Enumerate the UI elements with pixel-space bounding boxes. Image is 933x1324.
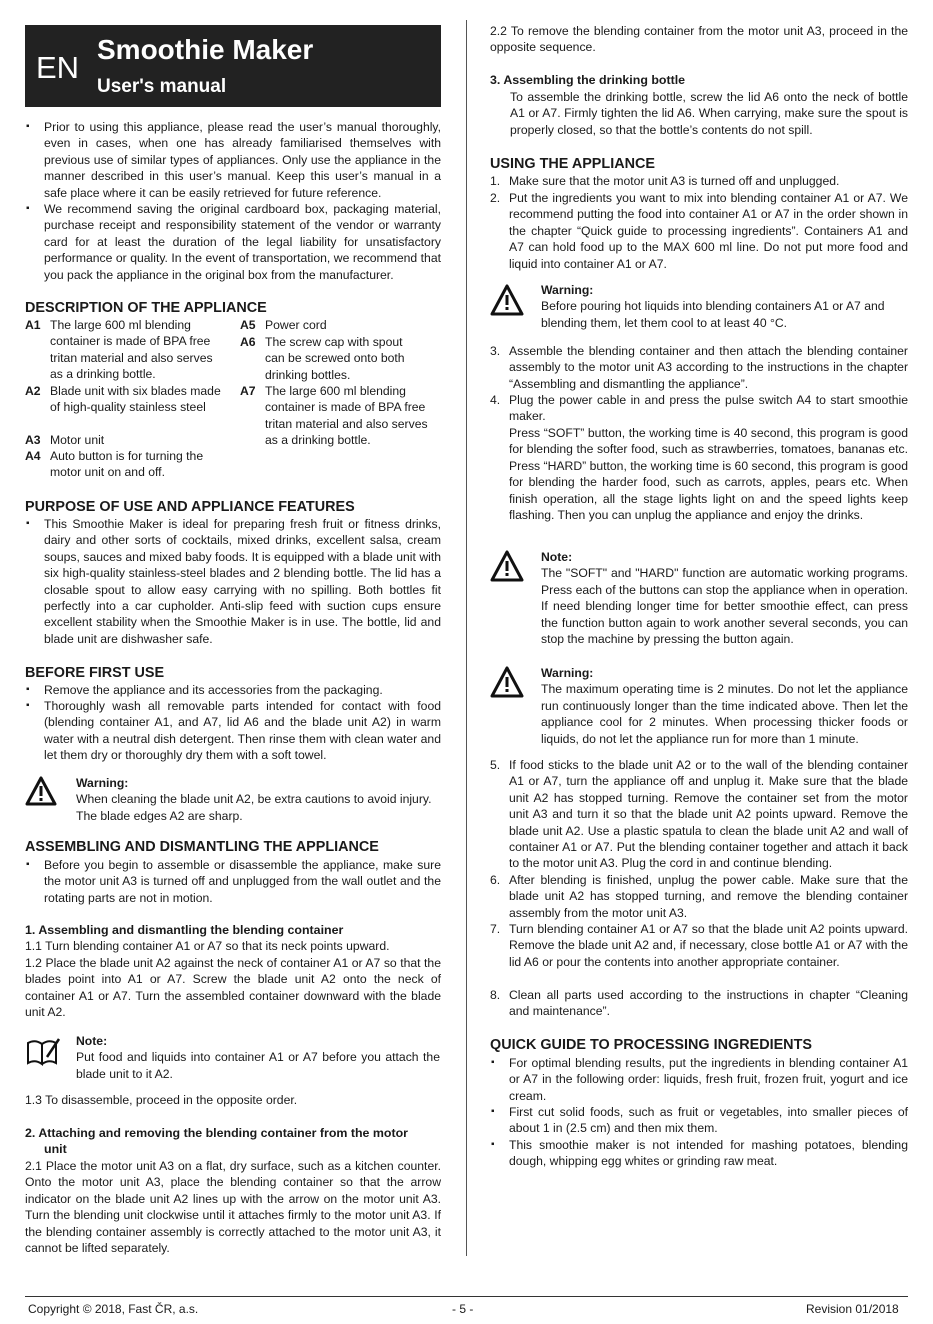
footer-page-number: - 5 -: [452, 1302, 474, 1316]
step-text: Make sure that the motor unit A3 is turned off and unplugged.: [509, 174, 840, 188]
note-block: [541, 549, 908, 647]
warning-text: Before pouring hot liquids into blending containers A1 or A7 and blending them, let them cool to at least 40 °C.: [541, 299, 885, 330]
item-text: Auto button is for turning the motor unit on and off.: [50, 449, 204, 480]
subsection-text: To assemble the drinking bottle, screw the lid A6 onto the neck of bottle A1 or A7. Firmly tighten the lid A6. When carrying, make sure the spout is properly closed, so that the bottle’s contents do not spill.: [510, 90, 908, 137]
language-code: EN: [36, 50, 80, 85]
using-step-4-detail: Press “SOFT” button, the working time is 40 second, this program is good for blending the softer food, such as strawberries, tomatoes, bananas etc. Press “HARD” button, the working time is 60 second, this program is good for blending the harder food, such as carrots, apples, pears etc. When finish operation, all the stage lights light on and the speed lights keep flashing. Then you can unplug the appliance and enjoy the drinks.: [509, 426, 908, 523]
item-key: A6: [240, 335, 256, 349]
assembling-heading: ASSEMBLING AND DISMANTLING THE APPLIANCE: [25, 839, 379, 855]
step-text: Plug the power cable in and press the pulse switch A4 to start smoothie maker.: [509, 393, 908, 424]
item-text: The large 600 ml blending container is made of BPA free tritan material and also serves as a drinking bottle.: [265, 384, 428, 448]
page-title: Smoothie Maker: [97, 34, 314, 65]
item-text: The screw cap with spout can be screwed onto both drinking bottles.: [265, 335, 405, 382]
heading-line: 2. Attaching and removing the blending container from the motor: [25, 1126, 408, 1140]
warning-title: Warning:: [541, 283, 594, 297]
intro-bullet: ▪ We recommend saving the original cardboard box, packaging material, purchase receipt and responsibility statement of the vendor or warranty card for at least the duration of the legal liability for unsatisfactory performance or quality. In the event of transportation, we recommend that you pack the appliance in the original box from the manufacturer.: [25, 201, 441, 283]
quick-guide-bullet: ▪ First cut solid foods, such as fruit or vegetables, into smaller pieces of about 1 in (2.5 cm) and then mix them.: [490, 1104, 908, 1137]
warning-title: Warning:: [541, 666, 594, 680]
column-divider: [466, 20, 467, 1256]
item-key: A5: [240, 318, 256, 332]
subsection-heading: 1. Assembling and dismantling the blending container: [25, 923, 344, 937]
using-step: 6. After blending is finished, unplug the power cable. Make sure that the blade unit A2 has stopped turning, and remove the blending container assembly from the motor unit A3.: [490, 873, 908, 920]
item-key: A2: [25, 384, 41, 398]
footer-revision: Revision 01/2018: [806, 1302, 899, 1316]
item-text: Motor unit: [50, 433, 105, 447]
assembling-bullet: ▪ Before you begin to assemble or disassemble the appliance, make sure the motor unit A3 is turned off and unplugged from the wall outlet and the rotating parts are not in motion.: [25, 857, 441, 906]
purpose-heading: PURPOSE OF USE AND APPLIANCE FEATURES: [25, 499, 355, 515]
page-subtitle: User's manual: [97, 76, 227, 97]
description-heading: DESCRIPTION OF THE APPLIANCE: [25, 300, 267, 316]
item-text: Power cord: [265, 318, 327, 332]
step-text: Clean all parts used according to the instructions in chapter “Cleaning and maintenance”.: [509, 988, 908, 1019]
heading-line: unit: [44, 1142, 67, 1156]
item-text: The large 600 ml blending container is made of BPA free tritan material and also serves as a drinking bottle.: [50, 318, 213, 382]
note-text: The "SOFT" and "HARD" function are automatic working programs. Press each of the buttons can stop the appliance when in operation. If need blending longer time for better smoothie effect, can press the function button again to work another several seconds, you can stop the machine by pressing the button again.: [541, 566, 908, 647]
step-text: After blending is finished, unplug the power cable. Make sure that the blade unit A2 has stopped turning, and remove the blending container assembly from the motor unit A3.: [509, 873, 908, 920]
before-bullet: ▪ Remove the appliance and its accessories from the packaging.: [25, 682, 441, 698]
using-step: 8. Clean all parts used according to the instructions in chapter “Cleaning and maintenance”.: [490, 988, 908, 1019]
item-key: A1: [25, 318, 41, 332]
warning-text: The maximum operating time is 2 minutes. Do not let the appliance run continuously longer than the time indicated above. Then let the appliance cool for 2 minutes. When processing thicker foods or liquids, do not let the appliance run for more than 1 minute.: [541, 682, 908, 746]
subsection-heading: 3. Assembling the drinking bottle: [490, 73, 686, 87]
quick-guide-bullet: ▪ For optimal blending results, put the ingredients in blending container A1 or A7 in the following order: liquids, fresh fruit, frozen fruit, yogurt and ice cream.: [490, 1055, 908, 1104]
warning-triangle-icon: [490, 666, 524, 698]
warning-title: Warning:: [76, 776, 129, 790]
using-step: 7. Turn blending container A1 or A7 so that the blade unit A2 points upward. Remove the blade unit A2 and, if necessary, close bottle A1 or A7 with the lid A6 or pour the contents into another appropriate container.: [490, 922, 908, 969]
step-1-2: 1.2 Place the blade unit A2 against the neck of container A1 or A7 so that the blades point into A1 or A7. Screw the blade unit A2 onto the neck of container A1 or A7. Turn the assembled container downward with the blade unit A2.: [25, 956, 441, 1020]
item-key: A3: [25, 433, 41, 447]
step-text: If food sticks to the blade unit A2 or to the wall of the blending container A1 or A7, turn the appliance off and unplug it. Make sure that the blade unit A2 has stopped turning. Remove the container set from the motor unit A3 and turn it so that the blade unit A2 points upward. Remove the blade unit A2. Use a plastic spatula to clean the blade unit A2 and wall of container A1 or A7. Put the blending container together and attach it back to the motor unit A3. Plug the cord in and continue blending.: [509, 758, 908, 871]
warning-block: [541, 665, 908, 747]
intro-bullet: ▪ Prior to using this appliance, please read the user’s manual thoroughly, even in cases, when one has already familiarised themselves with previous use of similar types of appliances. Only use the appliance in the manner described in this user’s manual. Keep this user’s manual in a safe place where it can be easily retrieved for future reference.: [25, 119, 441, 201]
step-2-2: 2.2 To remove the blending container from the motor unit A3, proceed in the opposite sequence.: [490, 24, 908, 55]
item-text: Blade unit with six blades made of high-quality stainless steel: [50, 384, 221, 415]
title-banner: [25, 25, 441, 107]
before-bullet: ▪ Thoroughly wash all removable parts intended for contact with food (blending container A1, and A7, lid A6 and the blade unit A2) in warm water with a neutral dish detergent. Then rinse them with clean water and let them dry or thoroughly dry them with a soft towel.: [25, 698, 441, 764]
warning-triangle-icon: [490, 284, 524, 316]
quick-guide-heading: QUICK GUIDE TO PROCESSING INGREDIENTS: [490, 1037, 812, 1053]
step-text: Put the ingredients you want to mix into blending container A1 or A7. We recommend putting the food into container A1 or A7 in the order shown in the chapter “Quick guide to processing ingredients”. Containers A1 and A7 can hold food up to the MAX 600 ml line. Do not put more food and liquid into container A1 or A7.: [509, 191, 908, 271]
using-step: 4. Plug the power cable in and press the pulse switch A4 to start smoothie maker.: [490, 393, 908, 424]
note-block: [76, 1033, 440, 1082]
open-book-pencil-icon: [25, 1035, 61, 1067]
quick-guide-bullet: ▪ This smoothie maker is not intended for mashing potatoes, blending dough, whipping egg whites or grinding raw meat.: [490, 1137, 908, 1170]
using-step: 3. Assemble the blending container and then attach the blending container assembly to the motor unit A3 according to the instructions in the chapter “Assembling and dismantling the appliance”.: [490, 344, 908, 391]
step-text: Assemble the blending container and then attach the blending container assembly to the motor unit A3 according to the instructions in the chapter “Assembling and dismantling the appliance”.: [509, 344, 908, 391]
item-key: A4: [25, 449, 41, 463]
subsection-heading: [25, 1125, 441, 1157]
warning-text: When cleaning the blade unit A2, be extra cautions to avoid injury. The blade edges A2 are sharp.: [76, 792, 432, 823]
using-step: 5. If food sticks to the blade unit A2 or to the wall of the blending container A1 or A7, turn the appliance off and unplug it. Make sure that the blade unit A2 has stopped turning. Remove the container set from the motor unit A3 and turn it so that the blade unit A2 points upward. Remove the blade unit A2. Use a plastic spatula to clean the blade unit A2 and wall of container A1 or A7. Put the blending container together and attach it back to the motor unit A3. Plug the cord in and continue blending.: [490, 758, 908, 871]
step-1-1: 1.1 Turn blending container A1 or A7 so that its neck points upward.: [25, 939, 390, 953]
using-step: 2. Put the ingredients you want to mix into blending container A1 or A7. We recommend putting the food into container A1 or A7 in the order shown in the chapter “Quick guide to processing ingredients”. Containers A1 and A7 can hold food up to the MAX 600 ml line. Do not put more food and liquid into container A1 or A7.: [490, 191, 908, 271]
note-title: Note:: [541, 550, 573, 564]
using-heading: USING THE APPLIANCE: [490, 156, 655, 172]
footer-copyright: Copyright © 2018, Fast ČR, a.s.: [28, 1302, 199, 1316]
footer-rule: [25, 1296, 908, 1297]
step-2-1: 2.1 Place the motor unit A3 on a flat, dry surface, such as a kitchen counter. Onto the motor unit A3, place the blending container so that the arrow indicator on the blade unit A2 lines up with the arrow on the motor unit A3. Turn the blending unit clockwise until it attaches firmly to the motor unit A3. If the blending container assembly is correctly attached to the motor unit A3, it cannot be lifted separately.: [25, 1159, 441, 1256]
note-title: Note:: [76, 1034, 108, 1048]
purpose-bullet: ▪ This Smoothie Maker is ideal for preparing fresh fruit or fitness drinks, dairy and other sorts of cocktails, mixed drinks, excellent salsa, cream soups, sauces and mixed baby foods. It is equipped with a blade unit with six high-quality stainless-steel blades and 2 blending bottle. The lid has a closable spout to allow easy carrying with no spilling. Both bottles fit perfectly into a car cupholder. Anti-slip feed with suction cups ensure excellent stability when the Smoothie Maker is in use. The bottle, lid and blade unit are dishwasher safe.: [25, 516, 441, 647]
using-step: 1. Make sure that the motor unit A3 is turned off and unplugged.: [490, 174, 840, 188]
warning-block: [76, 775, 440, 824]
step-1-3: 1.3 To disassemble, proceed in the opposite order.: [25, 1093, 298, 1107]
warning-triangle-icon: [25, 776, 57, 806]
item-key: A7: [240, 384, 256, 398]
step-text: Turn blending container A1 or A7 so that the blade unit A2 points upward. Remove the blade unit A2 and, if necessary, close bottle A1 or A7 with the lid A6 or pour the contents into another appropriate container.: [509, 922, 908, 969]
warning-triangle-icon: [490, 550, 524, 582]
warning-block: [541, 282, 908, 331]
before-first-use-heading: BEFORE FIRST USE: [25, 665, 165, 681]
note-text: Put food and liquids into container A1 or A7 before you attach the blade unit to it A2.: [76, 1050, 440, 1081]
